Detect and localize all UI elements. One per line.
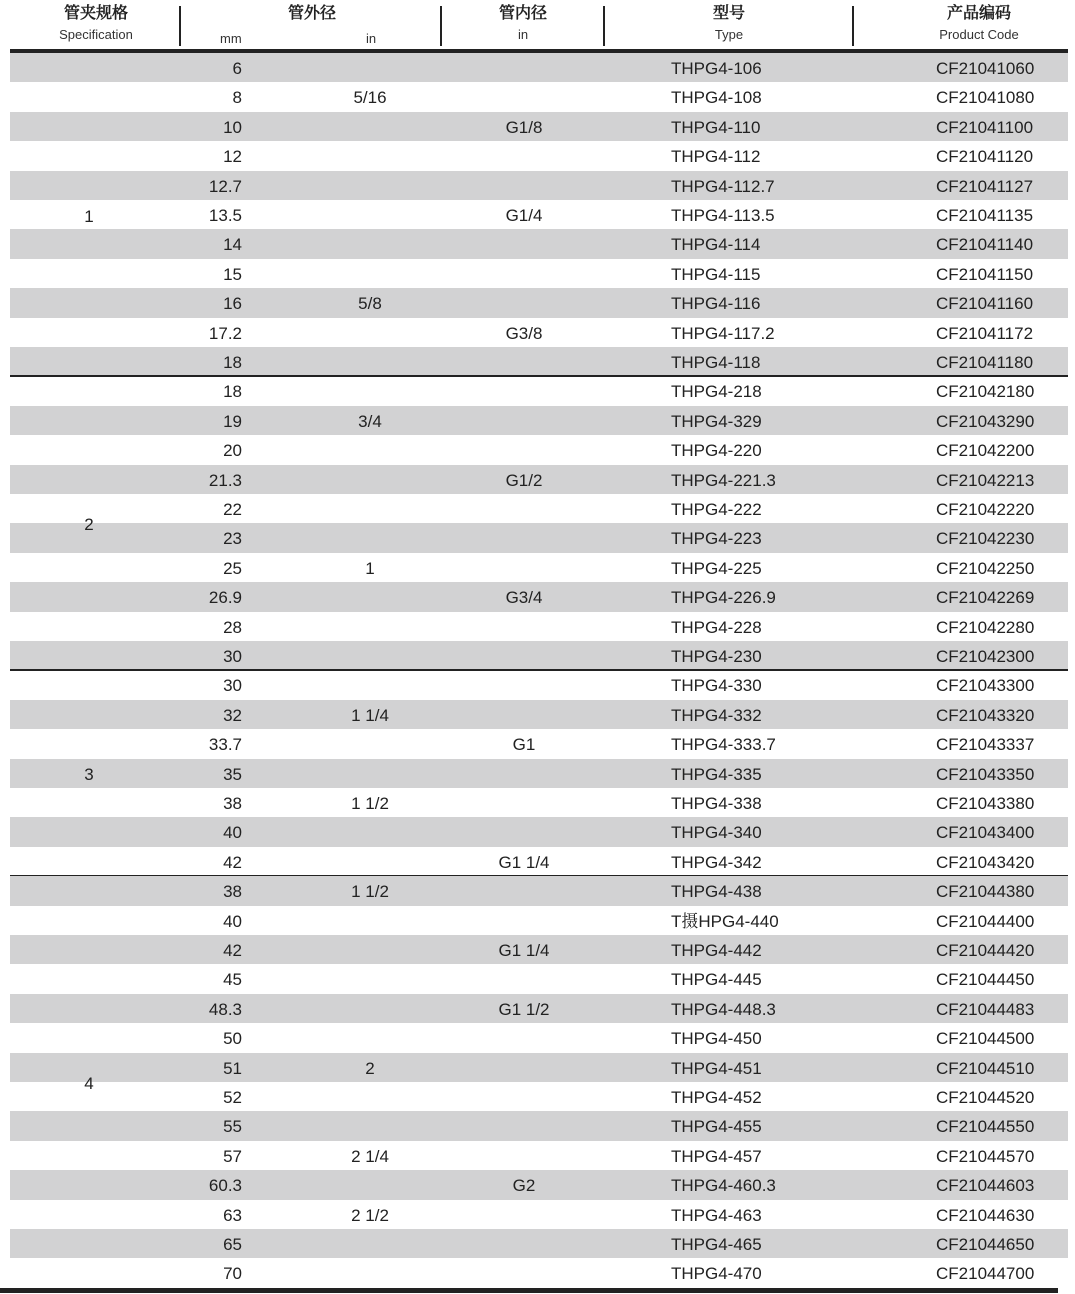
product-code-cell: CF21043320 [936, 705, 1035, 725]
product-code-cell: CF21041120 [936, 147, 1034, 167]
product-code-cell: CF21041135 [936, 206, 1034, 225]
od-mm-cell: 21.3 [208, 470, 242, 490]
od-in-cell [310, 1170, 430, 1199]
product-code-cell: CF21043420 [936, 852, 1035, 872]
product-code-cell: CF21042250 [936, 558, 1035, 578]
type-cell: THPG4-335 [671, 764, 762, 784]
header-outer-diameter [182, 0, 442, 24]
product-code-cell: CF21041150 [936, 264, 1034, 284]
product-code-cell: CF21044420 [936, 941, 1035, 960]
od-mm-cell: 25 [223, 558, 242, 578]
product-code-cell: CF21042300 [936, 647, 1035, 666]
od-in-cell [310, 318, 430, 347]
product-code-cell: CF21043380 [936, 794, 1035, 813]
type-cell: THPG4-222 [671, 500, 762, 519]
product-code-cell: CF21044510 [936, 1058, 1035, 1078]
table-row [10, 964, 1068, 993]
inner-diameter-cell [464, 171, 584, 200]
od-mm-cell: 70 [223, 1264, 242, 1284]
product-code-cell: CF21044550 [936, 1117, 1035, 1137]
table-row [10, 553, 1068, 582]
inner-diameter-cell: G1/4 [505, 206, 543, 225]
od-in-cell: 1 1/2 [351, 882, 389, 902]
od-mm-cell: 26.9 [208, 588, 242, 608]
table-row [10, 376, 1068, 405]
od-mm-cell: 12.7 [208, 176, 242, 196]
od-mm-cell: 14 [223, 235, 242, 255]
type-cell: THPG4-450 [671, 1029, 762, 1049]
od-in-cell: 1 [365, 558, 375, 578]
product-code-cell: CF21044650 [936, 1235, 1035, 1254]
type-cell: THPG4-460.3 [671, 1176, 776, 1196]
table-row [10, 817, 1068, 846]
od-mm-cell: 55 [223, 1117, 242, 1137]
inner-diameter-cell [464, 1053, 584, 1082]
inner-diameter-cell [464, 817, 584, 846]
table-row [10, 1082, 1068, 1111]
type-cell: THPG4-118 [671, 353, 761, 372]
inner-diameter-cell: G3/4 [505, 588, 543, 608]
table-bottom-rule [0, 1288, 1058, 1293]
type-cell: THPG4-112 [671, 147, 761, 167]
od-in-cell [310, 259, 430, 288]
header-type-cn: 型号 [712, 5, 745, 22]
table-row [10, 112, 1068, 141]
od-in-cell [310, 376, 430, 405]
inner-diameter-cell [464, 1229, 584, 1258]
od-in-cell [310, 817, 430, 846]
product-code-cell: CF21042180 [936, 382, 1035, 402]
type-cell: THPG4-342 [671, 852, 762, 872]
od-in-cell: 5/8 [358, 294, 382, 314]
product-code-cell: CF21043350 [936, 764, 1035, 784]
od-in-cell [310, 582, 430, 611]
type-cell: THPG4-445 [671, 970, 762, 990]
inner-diameter-cell: G1/2 [505, 470, 543, 490]
od-in-cell [310, 1229, 430, 1258]
table-row [10, 1229, 1068, 1258]
product-code-cell: CF21044630 [936, 1205, 1035, 1225]
table-row [10, 1170, 1068, 1199]
table-row [10, 641, 1068, 670]
product-code-cell: CF21042220 [936, 500, 1035, 519]
header-type [605, 0, 853, 43]
table-row [10, 1111, 1068, 1140]
spec-label: 4 [84, 1074, 94, 1093]
table-row [10, 229, 1068, 258]
header-inner-diameter [442, 0, 604, 43]
product-code-cell: CF21042230 [936, 529, 1035, 549]
product-code-cell: CF21044380 [936, 882, 1035, 902]
table-row [10, 406, 1068, 435]
product-code-cell: CF21042200 [936, 441, 1035, 461]
type-cell: THPG4-114 [671, 235, 761, 255]
od-mm-cell: 18 [223, 382, 242, 402]
od-in-cell: 2 1/2 [351, 1205, 389, 1225]
spec-label: 2 [84, 515, 94, 535]
od-mm-cell: 19 [223, 411, 242, 431]
product-code-cell: CF21044603 [936, 1176, 1035, 1196]
od-in-cell [310, 523, 430, 552]
inner-diameter-cell [464, 53, 584, 82]
header-id-cn: 管内径 [498, 5, 547, 22]
header-spec [10, 0, 182, 43]
od-mm-cell: 38 [223, 882, 242, 902]
od-in-cell: 2 1/4 [351, 1146, 389, 1166]
inner-diameter-cell [464, 1258, 584, 1287]
type-cell: THPG4-220 [671, 441, 762, 461]
type-cell: THPG4-442 [671, 941, 762, 960]
inner-diameter-cell [464, 406, 584, 435]
product-code-cell: CF21043290 [936, 411, 1035, 431]
od-in-cell [310, 670, 430, 699]
od-mm-cell: 50 [223, 1029, 242, 1049]
header-spec-cn: 管夹规格 [63, 5, 128, 22]
header-type-en: Type [714, 27, 744, 42]
table-row [10, 171, 1068, 200]
type-cell: THPG4-438 [671, 882, 762, 902]
od-in-cell: 3/4 [358, 411, 382, 431]
product-code-cell: CF21044700 [936, 1264, 1035, 1284]
inner-diameter-cell [464, 788, 584, 817]
type-cell: THPG4-470 [671, 1264, 762, 1284]
product-code-cell: CF21041060 [936, 59, 1035, 78]
od-mm-cell: 51 [223, 1058, 242, 1078]
od-in-cell [310, 1023, 430, 1052]
inner-diameter-cell [464, 288, 584, 317]
od-mm-cell: 28 [223, 617, 242, 637]
inner-diameter-cell [464, 1023, 584, 1052]
product-code-cell: CF21041100 [936, 117, 1034, 137]
inner-diameter-cell: G3/8 [505, 323, 543, 343]
od-mm-cell: 35 [223, 764, 242, 784]
od-mm-cell: 12 [223, 147, 242, 167]
product-code-cell: CF21041180 [936, 353, 1034, 372]
product-code-cell: CF21041080 [936, 88, 1035, 108]
inner-diameter-cell: G1/8 [505, 117, 543, 137]
type-cell: THPG4-115 [671, 264, 761, 284]
type-cell: THPG4-455 [671, 1117, 762, 1137]
inner-diameter-cell [464, 1141, 584, 1170]
inner-diameter-cell [464, 82, 584, 111]
product-code-cell: CF21044570 [936, 1146, 1035, 1166]
type-cell: THPG4-452 [671, 1088, 762, 1107]
type-cell: THPG4-108 [671, 88, 762, 108]
inner-diameter-cell: G1 1/4 [498, 852, 550, 872]
table-row [10, 523, 1068, 552]
type-cell: THPG4-451 [671, 1058, 762, 1078]
type-cell: THPG4-457 [671, 1146, 762, 1166]
od-mm-cell: 30 [223, 676, 242, 696]
table-row [10, 347, 1068, 376]
od-mm-cell: 65 [223, 1235, 242, 1254]
type-cell: THPG4-226.9 [671, 588, 776, 608]
inner-diameter-cell [464, 964, 584, 993]
product-code-cell: CF21044400 [936, 911, 1035, 931]
inner-diameter-cell [464, 376, 584, 405]
inner-diameter-cell [464, 876, 584, 905]
type-cell: THPG4-223 [671, 529, 762, 549]
inner-diameter-cell [464, 700, 584, 729]
table-body [10, 53, 1068, 1288]
od-in-cell [310, 994, 430, 1023]
od-in-cell [310, 847, 430, 876]
od-mm-cell: 17.2 [208, 323, 242, 343]
od-mm-cell: 45 [223, 970, 242, 990]
inner-diameter-cell [464, 670, 584, 699]
product-code-cell: CF21041127 [936, 176, 1034, 196]
table-row [10, 318, 1068, 347]
inner-diameter-cell [464, 1200, 584, 1229]
product-code-cell: CF21041140 [936, 235, 1034, 255]
type-cell: THPG4-117.2 [671, 323, 775, 343]
table-row [10, 994, 1068, 1023]
od-mm-cell: 42 [223, 852, 242, 872]
od-mm-cell: 20 [223, 441, 242, 461]
od-mm-cell: 8 [232, 88, 242, 108]
od-in-cell [310, 1082, 430, 1111]
table-row [10, 53, 1068, 82]
od-in-cell [310, 200, 430, 229]
type-cell: THPG4-330 [671, 676, 762, 696]
table-row [10, 141, 1068, 170]
od-mm-cell: 32 [223, 705, 242, 725]
inner-diameter-cell [464, 553, 584, 582]
table-row [10, 494, 1068, 523]
od-in-cell [310, 935, 430, 964]
od-in-cell [310, 1111, 430, 1140]
table-row [10, 906, 1068, 935]
table-row [10, 1200, 1068, 1229]
product-code-cell: CF21042269 [936, 588, 1035, 608]
spec-table [10, 0, 1068, 1284]
header-spec-en: Specification [59, 27, 133, 42]
product-code-cell: CF21044500 [936, 1029, 1035, 1049]
product-code-cell: CF21043337 [936, 735, 1035, 755]
product-code-cell: CF21044520 [936, 1088, 1035, 1107]
od-mm-cell: 6 [232, 59, 242, 78]
od-in-cell [310, 465, 430, 494]
od-in-cell [310, 1258, 430, 1287]
table-row [10, 700, 1068, 729]
inner-diameter-cell [464, 141, 584, 170]
od-in-cell [310, 435, 430, 464]
type-cell: THPG4-332 [671, 705, 762, 725]
inner-diameter-cell: G1 1/2 [498, 999, 550, 1019]
type-cell: THPG4-228 [671, 617, 762, 637]
type-cell: T摄HPG4-440 [671, 911, 779, 931]
type-cell: THPG4-448.3 [671, 999, 776, 1019]
inner-diameter-cell [464, 1082, 584, 1111]
table-row [10, 259, 1068, 288]
od-mm-cell: 63 [223, 1205, 242, 1225]
inner-diameter-cell [464, 523, 584, 552]
inner-diameter-cell [464, 641, 584, 670]
type-cell: THPG4-113.5 [671, 206, 775, 225]
od-mm-cell: 23 [223, 529, 242, 549]
inner-diameter-cell [464, 1111, 584, 1140]
od-in-cell [310, 612, 430, 641]
inner-diameter-cell: G1 [512, 735, 536, 755]
column-divider [179, 6, 181, 46]
header-od-mm: mm [220, 31, 242, 46]
od-in-cell: 1 1/2 [351, 794, 389, 813]
table-row [10, 200, 1068, 229]
product-code-cell: CF21043300 [936, 676, 1035, 696]
od-in-cell [310, 729, 430, 758]
type-cell: THPG4-110 [671, 117, 761, 137]
inner-diameter-cell [464, 494, 584, 523]
inner-diameter-cell [464, 612, 584, 641]
od-in-cell [310, 171, 430, 200]
type-cell: THPG4-463 [671, 1205, 762, 1225]
type-cell: THPG4-465 [671, 1235, 762, 1254]
od-in-cell [310, 494, 430, 523]
type-cell: THPG4-225 [671, 558, 762, 578]
type-cell: THPG4-230 [671, 647, 762, 666]
od-mm-cell: 30 [223, 647, 242, 666]
table-row [10, 1053, 1068, 1082]
type-cell: THPG4-329 [671, 411, 762, 431]
table-row [10, 465, 1068, 494]
od-mm-cell: 18 [223, 353, 242, 372]
type-cell: THPG4-112.7 [671, 176, 775, 196]
table-row [10, 288, 1068, 317]
od-mm-cell: 38 [223, 794, 242, 813]
table-row [10, 612, 1068, 641]
od-mm-cell: 13.5 [208, 206, 242, 225]
product-code-cell: CF21044483 [936, 999, 1035, 1019]
header-od-in: in [366, 31, 377, 46]
product-code-cell: CF21042280 [936, 617, 1035, 637]
od-in-cell: 5/16 [353, 88, 387, 108]
table-row [10, 935, 1068, 964]
od-mm-cell: 16 [223, 294, 242, 314]
od-in-cell [310, 964, 430, 993]
type-cell: THPG4-221.3 [671, 470, 776, 490]
product-code-cell: CF21043400 [936, 823, 1035, 843]
spec-label: 1 [84, 206, 94, 226]
table-row [10, 847, 1068, 876]
table-row [10, 1141, 1068, 1170]
header-id-in: in [517, 27, 529, 42]
inner-diameter-cell [464, 906, 584, 935]
table-row [10, 729, 1068, 758]
type-cell: THPG4-218 [671, 382, 762, 402]
product-code-cell: CF21044450 [936, 970, 1035, 990]
type-cell: THPG4-106 [671, 59, 762, 78]
od-mm-cell: 60.3 [208, 1176, 242, 1196]
type-cell: THPG4-333.7 [671, 735, 776, 755]
type-cell: THPG4-116 [671, 294, 761, 314]
od-in-cell [310, 641, 430, 670]
table-row [10, 876, 1068, 905]
od-mm-cell: 10 [223, 117, 242, 137]
od-mm-cell: 52 [223, 1088, 242, 1107]
type-cell: THPG4-338 [671, 794, 762, 813]
header-code-cn: 产品编码 [946, 5, 1011, 22]
type-cell: THPG4-340 [671, 823, 762, 843]
inner-diameter-cell: G2 [512, 1176, 536, 1196]
od-in-cell [310, 141, 430, 170]
table-row [10, 788, 1068, 817]
inner-diameter-cell [464, 229, 584, 258]
header-product-code [854, 0, 1075, 43]
od-mm-cell: 40 [223, 823, 242, 843]
product-code-cell: CF21041172 [936, 323, 1034, 343]
product-code-cell: CF21042213 [936, 470, 1035, 490]
inner-diameter-cell [464, 347, 584, 376]
table-row [10, 435, 1068, 464]
od-in-cell [310, 112, 430, 141]
inner-diameter-cell [464, 435, 584, 464]
table-row [10, 759, 1068, 788]
od-mm-cell: 40 [223, 911, 242, 931]
spec-label: 3 [84, 765, 94, 785]
od-in-cell [310, 906, 430, 935]
od-mm-cell: 33.7 [208, 735, 242, 755]
od-in-cell: 1 1/4 [351, 705, 389, 725]
header-code-en: Product Code [939, 27, 1019, 42]
inner-diameter-cell [464, 259, 584, 288]
od-in-cell: 2 [365, 1058, 375, 1078]
od-mm-cell: 15 [223, 264, 242, 284]
inner-diameter-cell: G1 1/4 [498, 941, 550, 960]
table-header [10, 0, 1068, 55]
table-row [10, 1258, 1068, 1287]
od-mm-cell: 48.3 [208, 999, 242, 1019]
table-row [10, 82, 1068, 111]
table-row [10, 582, 1068, 611]
table-row [10, 1023, 1068, 1052]
header-od-cn: 管外径 [287, 5, 336, 22]
od-mm-cell: 42 [223, 941, 242, 960]
od-in-cell [310, 759, 430, 788]
od-mm-cell: 57 [223, 1146, 242, 1166]
od-in-cell [310, 347, 430, 376]
od-in-cell [310, 229, 430, 258]
od-in-cell [310, 53, 430, 82]
product-code-cell: CF21041160 [936, 294, 1034, 314]
od-mm-cell: 22 [223, 500, 242, 519]
inner-diameter-cell [464, 759, 584, 788]
table-row [10, 670, 1068, 699]
